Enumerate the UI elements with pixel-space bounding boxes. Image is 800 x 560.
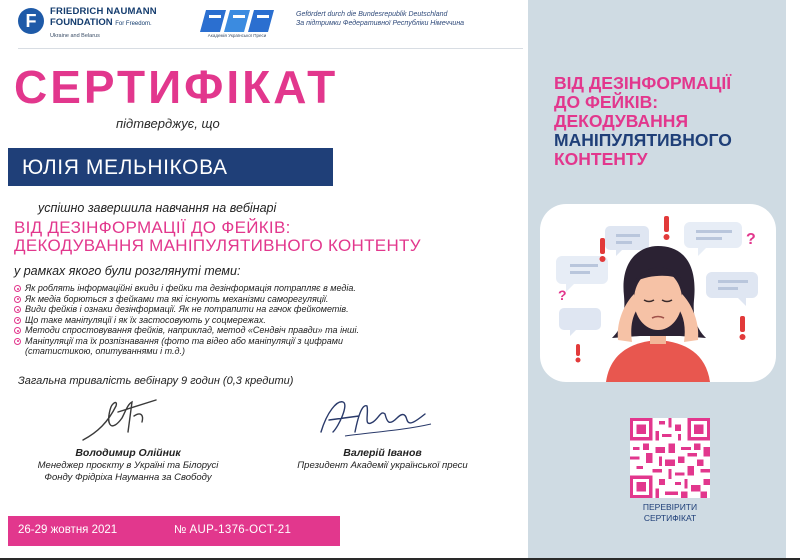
- course-title: [14, 219, 514, 255]
- topics-intro: у рамках якого були розглянуті теми:: [14, 264, 241, 278]
- verify-line: ПЕРЕВІРИТИ: [642, 502, 698, 512]
- signer-role: Менеджер проєкту в Україні та Білорусі: [37, 460, 219, 471]
- list-item: Як роблять інформаційні вкиди і фейки та дезінформація потрапляє в медіа.: [14, 283, 519, 294]
- verify-certificate-link[interactable]: [624, 502, 716, 524]
- course-title-line1: ВІД ДЕЗІНФОРМАЦІЇ ДО ФЕЙКІВ:: [14, 218, 291, 237]
- confirms-text: підтверджує, що: [116, 116, 220, 131]
- panel-title: [554, 74, 779, 169]
- side-panel: [528, 0, 786, 558]
- bullet-icon: [14, 296, 21, 303]
- duration-text: Загальна тривалість вебінару 9 годин (0,3 кредити): [18, 375, 294, 387]
- panel-title-line: ДЕКОДУВАННЯ: [554, 111, 689, 131]
- footer-bar: [8, 516, 340, 546]
- fnf-badge-icon: F: [18, 8, 44, 34]
- header-divider: [18, 48, 523, 49]
- svg-text:?: ?: [746, 231, 756, 248]
- gov-support-ua: За підтримки Федеративної Республіки Німеччина: [296, 20, 465, 27]
- certificate-date: 26-29 жовтня 2021: [18, 524, 118, 536]
- topics-list: [14, 283, 519, 357]
- recipient-name: ЮЛІЯ МЕЛЬНІКОВА: [22, 156, 228, 179]
- fnf-name-line2: FOUNDATION For Freedom.: [50, 17, 152, 28]
- list-item: Маніпуляції та їх розпізнавання (фото та відео або маніпуляції з цифрами: [14, 336, 519, 347]
- signer-role: Фонду Фрідріха Науманна за Свободу: [44, 472, 212, 483]
- panel-title-line: МАНІПУЛЯТИВНОГО: [554, 130, 732, 150]
- fnf-logo: [18, 6, 157, 39]
- fnf-region: Ukraine and Belarus: [50, 33, 100, 39]
- signer-role: Президент Академії української преси: [297, 460, 468, 471]
- list-item: Методи спростовування фейків, наприклад, метод «Сендвіч правди» та інші.: [14, 325, 519, 336]
- verify-line: СЕРТИФІКАТ: [643, 513, 697, 523]
- gov-support-de: Gefördert durch die Bundesrepublik Deutschland: [296, 11, 448, 18]
- gov-support-text: [296, 10, 464, 28]
- signer-olijnyk: [8, 447, 248, 484]
- list-item: Як медіа борються з фейками та які існують механізми саморегуляції.: [14, 294, 519, 305]
- fnf-tagline: For Freedom.: [115, 21, 152, 27]
- signer-ivanov: [265, 447, 500, 472]
- panel-title-line: ВІД ДЕЗІНФОРМАЦІЇ: [554, 73, 732, 93]
- bullet-icon: [14, 338, 21, 345]
- bullet-icon: [14, 285, 21, 292]
- completed-text: успішно завершила навчання на вебінарі: [38, 201, 277, 215]
- bullet-icon: [14, 317, 21, 324]
- qr-code-icon[interactable]: [630, 418, 710, 498]
- stressed-woman-illustration-icon: [540, 204, 776, 382]
- panel-title-line: ДО ФЕЙКІВ:: [554, 92, 659, 112]
- course-title-line2: ДЕКОДУВАННЯ МАНІПУЛЯТИВНОГО КОНТЕНТУ: [14, 236, 421, 255]
- panel-title-line: КОНТЕНТУ: [554, 149, 648, 169]
- list-item: Що таке маніпуляції і як їх застосовують у соцмережах.: [14, 315, 519, 326]
- signature-ivanov-icon: [315, 392, 435, 444]
- list-item: Види фейків і ознаки дезінформації. Як не потрапити на гачок фейкометів.: [14, 304, 519, 315]
- certificate-number: № AUP-1376-OCT-21: [174, 524, 292, 536]
- svg-text:?: ?: [558, 287, 567, 303]
- bullet-icon: [14, 306, 21, 313]
- signer-name: Володимир Олійник: [75, 447, 181, 459]
- aup-caption: Академія Української Преси: [207, 33, 267, 38]
- signer-name: Валерій Іванов: [343, 447, 422, 459]
- bullet-icon: [14, 327, 21, 334]
- certificate-title: СЕРТИФІКАТ: [14, 61, 339, 113]
- list-item-continuation: (статистикою, опитуваннями і т.д.): [25, 346, 185, 356]
- fnf-name-line1: FRIEDRICH NAUMANN: [50, 6, 157, 17]
- signature-olijnyk-icon: [78, 392, 168, 450]
- recipient-bar: [8, 148, 333, 186]
